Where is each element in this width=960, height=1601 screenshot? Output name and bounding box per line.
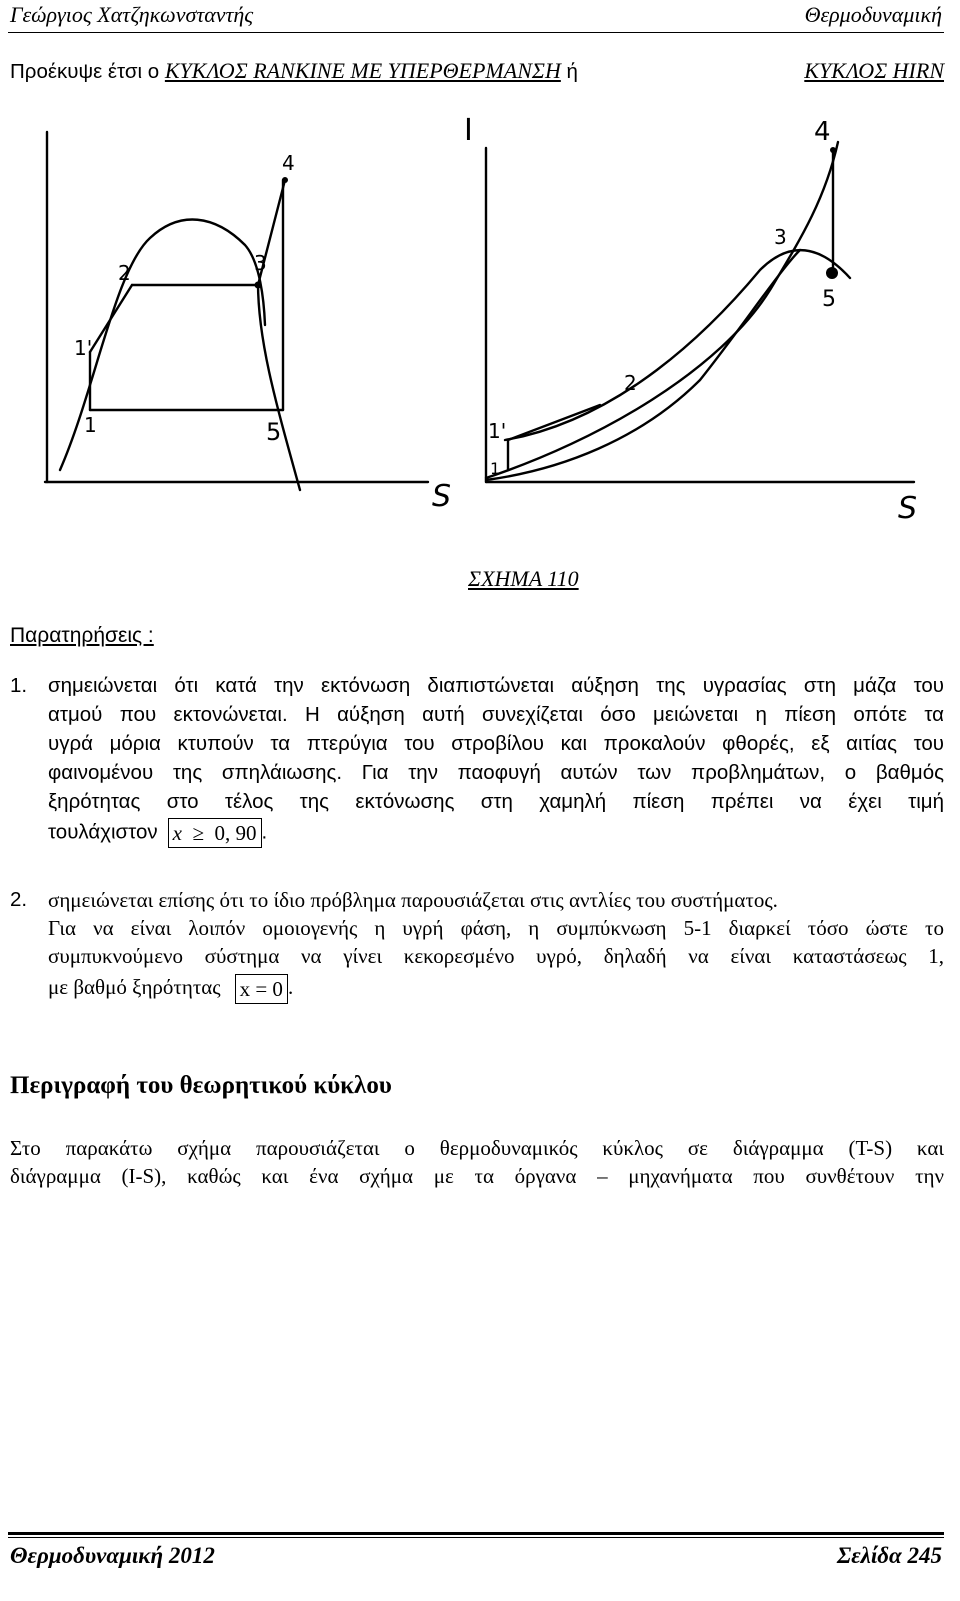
item1-line-3: υγρά μόρια κτυπούν τα πτερύγια του στροβίλου και προκαλούν φθορές, εξ αιτίας του <box>48 732 944 755</box>
footer-page-number: Σελίδα 245 <box>836 1543 942 1568</box>
section-line-1: Στο παρακάτω σχήμα παρουσιάζεται ο θερμοδυναμικός κύκλος σε διάγραμμα (T-S) και <box>10 1136 944 1160</box>
footer-rule-thin <box>8 1537 944 1538</box>
footer-rule-thick <box>8 1532 944 1535</box>
item1-suffix: . <box>261 820 268 844</box>
ts-label-4: 4 <box>282 151 295 175</box>
ts-label-5: 5 <box>266 418 282 446</box>
ts-line-1p-2 <box>90 285 132 352</box>
item1-formula-val: 0, 90 <box>214 821 257 845</box>
section-line-2: διάγραμμα (I-S), καθώς και ένα σχήμα με τα όργανα – μηχανήματα που συνθέτουν την <box>10 1164 944 1188</box>
is-process-curve <box>505 250 850 440</box>
item2-line-1: σημειώνεται επίσης ότι το ίδιο πρόβλημα παρουσιάζεται στις αντλίες του συστήματος. <box>48 888 778 912</box>
intro-lead: Προέκυψε έτσι ο <box>10 60 160 83</box>
ts-label-3: 3 <box>254 251 267 275</box>
ts-label-1p: 1' <box>74 336 93 360</box>
ts-label-2: 2 <box>118 261 131 285</box>
footer-title: Θερμοδυναμική 2012 <box>10 1543 215 1568</box>
is-point-4-dot <box>830 147 836 153</box>
header-rule <box>8 32 944 33</box>
item2-formula: x = 0 <box>239 977 283 1001</box>
item1-line-1: σημειώνεται ότι κατά την εκτόνωση διαπιστώνεται αύξηση της υγρασίας στη μάζα του <box>48 674 944 697</box>
figure-caption: ΣΧΗΜΑ 110 <box>468 566 579 591</box>
item1-last-prefix: τουλάχιστον <box>48 820 158 844</box>
is-label-5: 5 <box>822 287 836 312</box>
item2-last-prefix: με βαθμό ξηρότητας <box>48 974 221 999</box>
item1-line-4: φαινομένου της σπηλάιωσης. Για την παοφυγή αυτών των προβλημάτων, ο βαθμός <box>48 761 944 784</box>
intro-cycle-rankine: ΚΥΚΛΟΣ RANKINE ΜΕ ΥΠΕΡΘΕΡΜΑΝΣΗ <box>164 58 561 83</box>
item1-number: 1. <box>10 674 28 697</box>
section-title: Περιγραφή του θεωρητικού κύκλου <box>10 1072 392 1099</box>
item2-suffix: . <box>287 974 294 999</box>
intro-or: ή <box>566 60 578 83</box>
item1-formula-var: x <box>172 821 182 845</box>
item1-formula-box <box>168 818 262 848</box>
item2-formula-box <box>235 974 288 1004</box>
is-y-axis-label: I <box>464 113 473 148</box>
intro-line <box>10 58 944 84</box>
item1-line-6 <box>48 818 944 848</box>
header-subject: Θερμοδυναμική <box>804 2 942 27</box>
item1-line-5: ξηρότητας στο τέλος της εκτόνωσης στη χαμηλή πίεση πρέπει να έχει τιμή <box>48 790 944 813</box>
is-label-2: 2 <box>624 371 637 395</box>
is-saturation-curve <box>486 250 800 480</box>
ts-x-axis-label: S <box>432 479 452 514</box>
header-author: Γεώργιος Χατζηκωνσταντής <box>10 2 254 27</box>
observations-title: Παρατηρήσεις : <box>10 624 154 647</box>
item2-line-3: συμπυκνούμενο σύστημα να γίνει κεκορεσμένο υγρό, δηλαδή να είναι καταστάσεως 1, <box>48 944 944 968</box>
figure-110 <box>0 100 960 540</box>
ts-diagram <box>45 132 428 490</box>
is-point-5-dot <box>826 267 838 279</box>
item1-line-2: ατμού που εκτονώνεται. Η αύξηση αυτή συνεχίζεται όσο μειώνεται η πίεση οπότε τα <box>48 703 944 726</box>
is-label-4: 4 <box>814 117 831 147</box>
item2-line-4 <box>48 974 944 1004</box>
ts-label-1: 1 <box>84 413 97 437</box>
ts-point-3-dot <box>255 282 262 289</box>
intro-cycle-hirn: ΚΥΚΛΟΣ HIRN <box>804 58 944 83</box>
is-x-axis-label: S <box>898 491 918 526</box>
item2-line-2: Για να είναι λοιπόν ομοιογενής η υγρή φάση, η συμπύκνωση 5-1 διαρκεί τόσο ώστε το <box>48 916 944 940</box>
is-line-1p-2 <box>508 405 600 440</box>
item1-formula-op: ≥ <box>192 821 204 845</box>
item2-number: 2. <box>10 888 28 911</box>
is-label-1p: 1' <box>488 419 507 443</box>
is-diagram <box>486 142 914 482</box>
is-label-1: 1 <box>490 459 501 478</box>
ts-point-4-dot <box>282 177 288 183</box>
is-label-3: 3 <box>774 225 787 249</box>
